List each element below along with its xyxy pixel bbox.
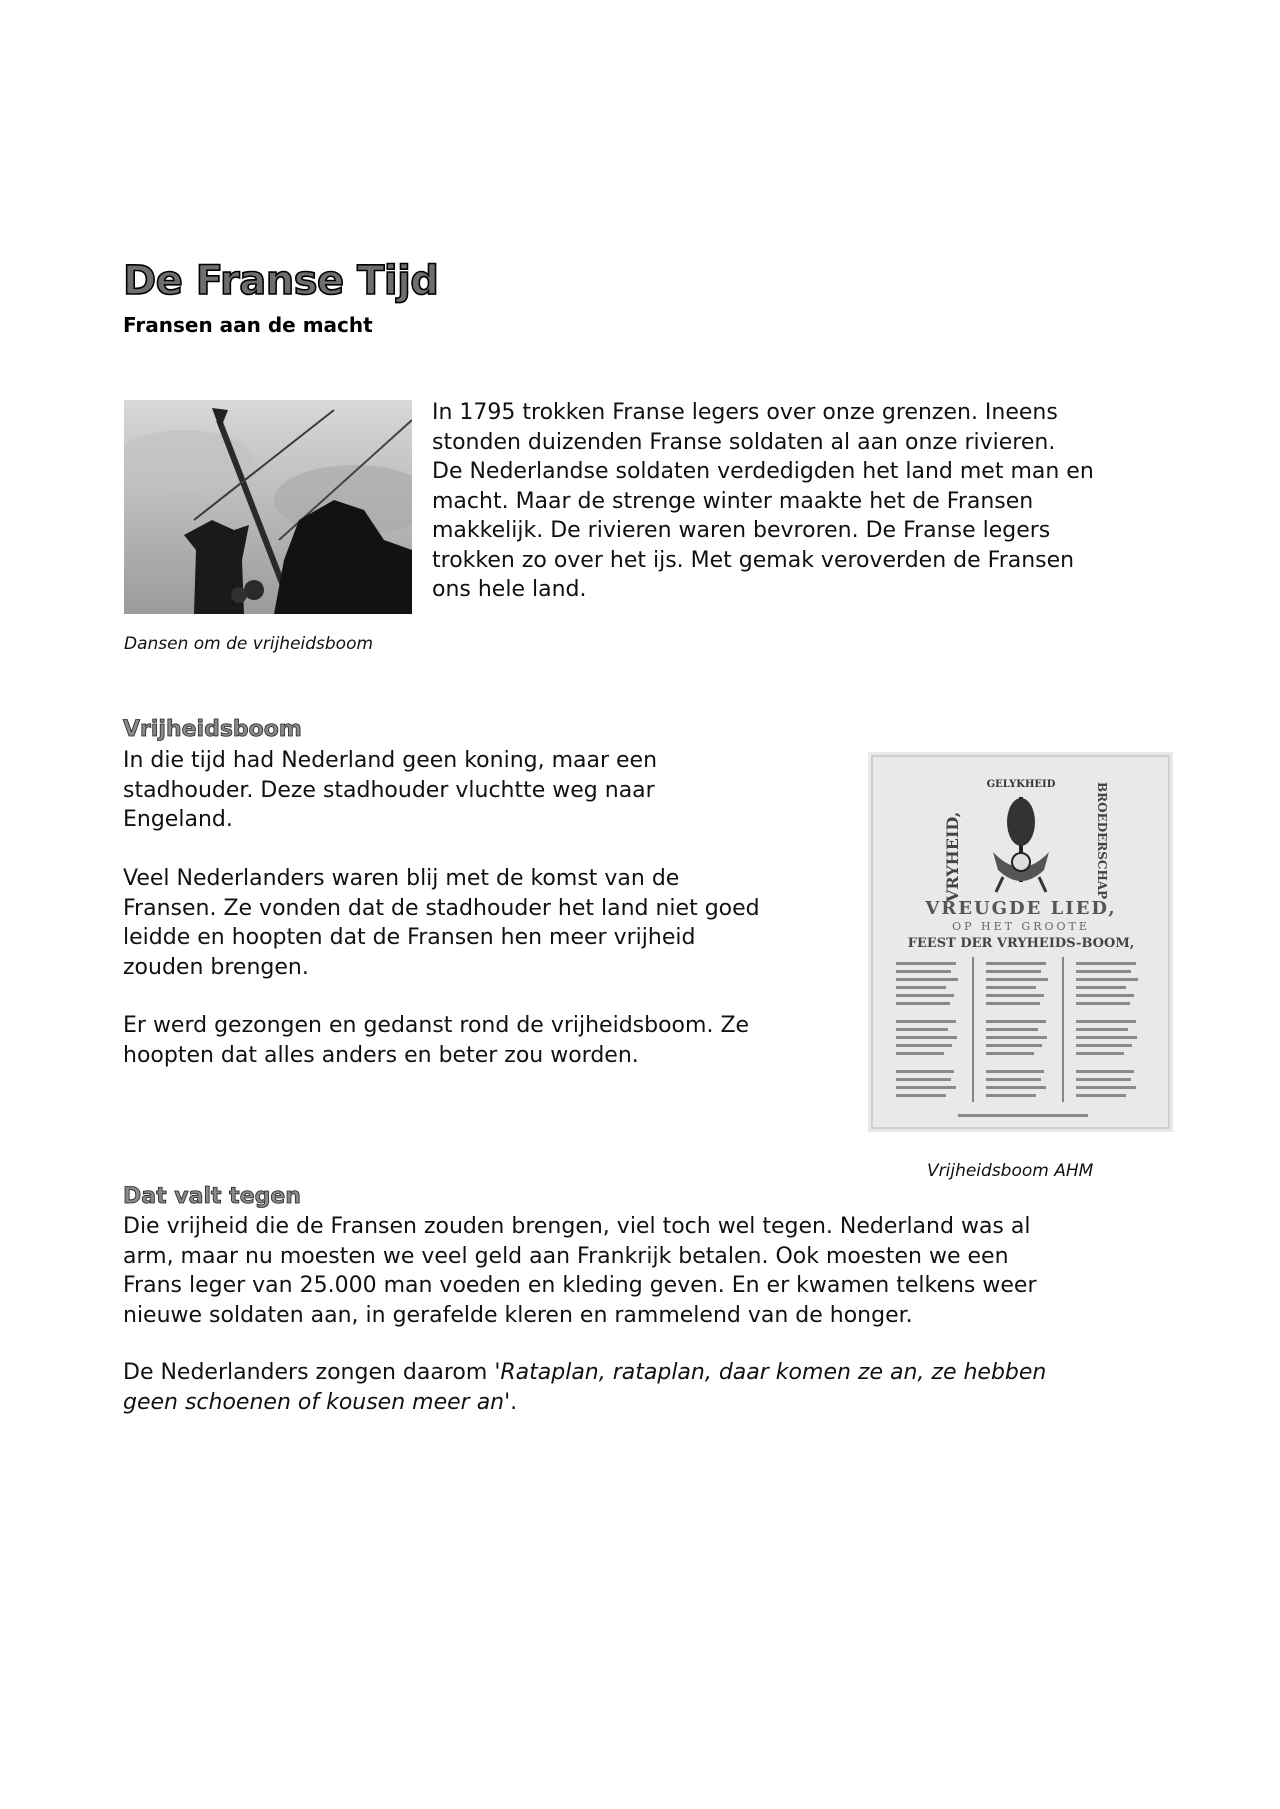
vrijheidsboom-paragraph-1 [123, 746, 843, 835]
text-line: hoopten dat alles anders en beter zou worden. [123, 1042, 639, 1068]
text-line: zouden brengen. [123, 954, 309, 980]
intro-line: In 1795 trokken Franse legers over onze grenzen. Ineens [432, 400, 1058, 425]
song-quote: geen schoenen of kousen meer an' [123, 1389, 511, 1415]
intro-line: trokken zo over het ijs. Met gemak veroverden de Fransen [432, 547, 1075, 573]
text-line: Veel Nederlanders waren blij met de komst van de [123, 866, 680, 891]
tegen-paragraph-1 [123, 1212, 1203, 1330]
text-line: stadhouder. Deze stadhouder vluchtte weg naar [123, 777, 655, 803]
tegen-paragraph-2 [123, 1358, 1203, 1417]
text-line: Er werd gezongen en gedanst rond de vrijheidsboom. Ze [123, 1013, 750, 1038]
text-line: In die tijd had Nederland geen koning, maar een [123, 748, 658, 773]
text-line: Frans leger van 25.000 man voeden en kleding geven. En er kwamen telkens weer [123, 1273, 1037, 1298]
intro-line: De Nederlandse soldaten verdedigden het land met man en [432, 459, 1094, 484]
vrijheidsboom-paragraph-2 [123, 864, 853, 982]
intro-line: macht. Maar de strenge winter maakte het de Fransen [432, 488, 1034, 514]
dancing-photo [124, 400, 412, 614]
intro-line: stonden duizenden Franse soldaten al aan onze rivieren. [432, 429, 1056, 455]
text-line: Engeland. [123, 807, 233, 832]
song-intro: De Nederlanders zongen daarom [123, 1360, 495, 1385]
intro-paragraph [432, 398, 1192, 605]
photo-caption: Dansen om de vrijheidsboom [124, 634, 374, 654]
sentence-end: . [510, 1389, 518, 1415]
text-line [123, 1388, 1203, 1418]
text-line: nieuwe soldaten aan, in gerafelde kleren en rammelend van de honger. [123, 1302, 913, 1328]
poster-caption: Vrijheidsboom AHM [927, 1161, 1094, 1181]
text-line: arm, maar nu moesten we veel geld aan Frankrijk betalen. Ook moesten we een [123, 1243, 1009, 1269]
liberty-tree-poster [868, 752, 1173, 1132]
text-line: Die vrijheid die de Fransen zouden brengen, viel toch wel tegen. Nederland was al [123, 1214, 1031, 1239]
poster-top-label: GELYKHEID [986, 779, 1056, 790]
page-subtitle: Fransen aan de macht [123, 313, 373, 337]
poster-left-label: VRYHEID, [943, 811, 962, 902]
vrijheidsboom-paragraph-3 [123, 1011, 853, 1070]
intro-line: ons hele land. [432, 577, 587, 602]
section-heading-vrijheidsboom: Vrijheidsboom [123, 717, 302, 742]
poster-line-1: VREUGDE LIED, [925, 898, 1117, 919]
song-quote: 'Rataplan, rataplan, daar komen ze an, ze hebben [494, 1360, 1047, 1385]
text-line: leidde en hoopten dat de Fransen hen meer vrijheid [123, 925, 696, 950]
page-title: De Franse Tijd [123, 258, 439, 304]
intro-line: makkelijk. De rivieren waren bevroren. De Franse legers [432, 518, 1051, 543]
section-heading-tegen: Dat valt tegen [123, 1184, 301, 1209]
poster-line-2: OP HET GROOTE [952, 920, 1090, 933]
text-line [123, 1358, 1203, 1388]
text-line: Fransen. Ze vonden dat de stadhouder het land niet goed [123, 895, 760, 921]
poster-line-3: FEEST DER VRYHEIDS-BOOM, [907, 936, 1135, 951]
poster-right-label: BROEDERSCHAP [1095, 782, 1109, 900]
